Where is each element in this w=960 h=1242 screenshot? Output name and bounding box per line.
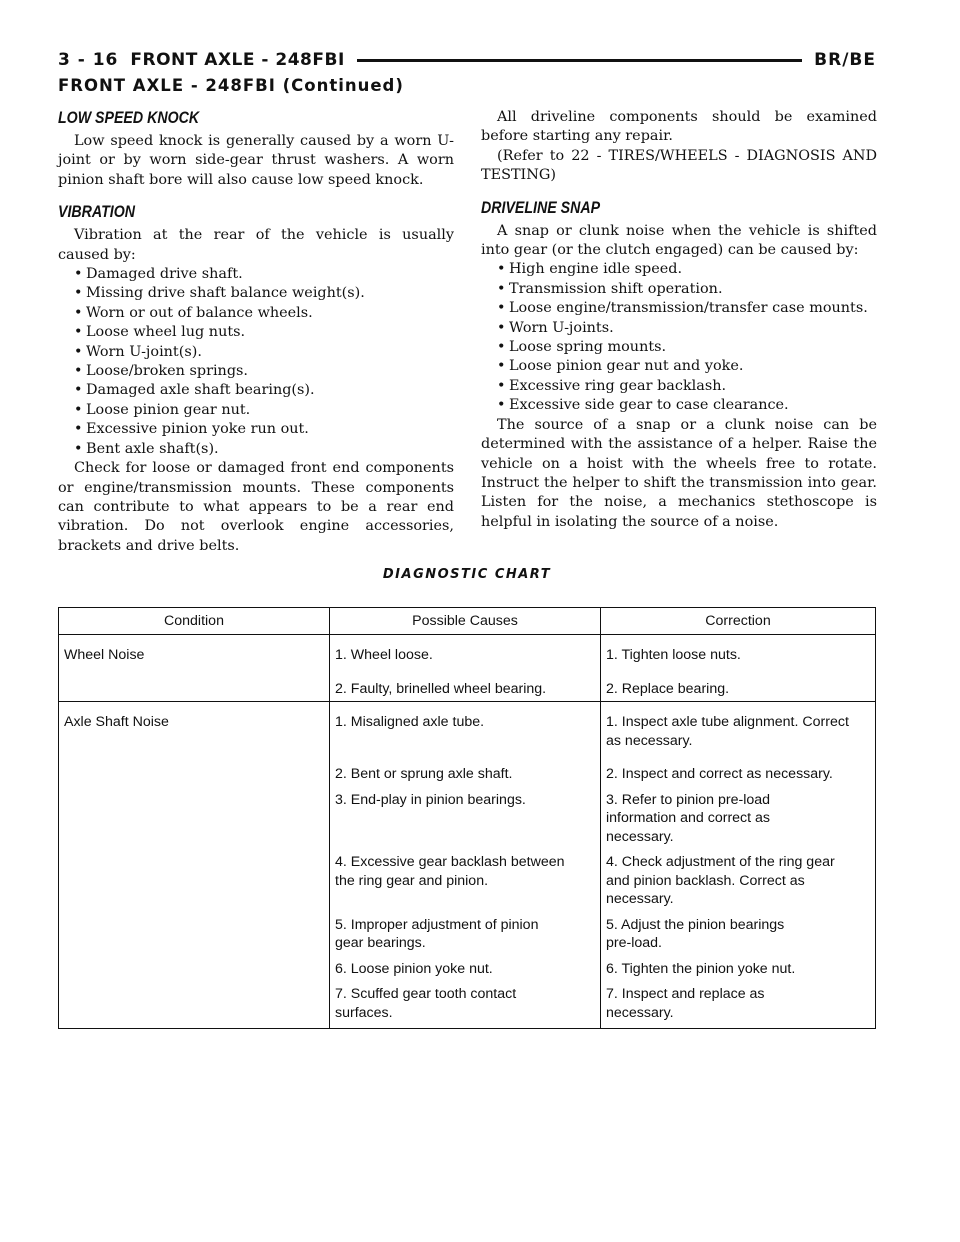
driveline-intro-text: All driveline components should be examined before starting any repair. [481, 109, 877, 145]
left-column [58, 108, 454, 556]
list-item: • Loose wheel lug nuts. [58, 323, 454, 342]
bullet-icon: • [497, 300, 506, 317]
condition-cell: Wheel Noise [59, 635, 330, 702]
list-item: • Worn or out of balance wheels. [58, 304, 454, 323]
correction-cell: 5. Adjust the pinion bearings pre-load. [601, 912, 876, 956]
model-code: BR/BE [814, 50, 876, 70]
list-item: • Loose pinion gear nut and yoke. [481, 357, 877, 376]
vibration-list [58, 265, 454, 459]
cause-cell: 1. Misaligned axle tube. [330, 702, 601, 754]
cause-cell: 2. Faulty, brinelled wheel bearing. [330, 668, 601, 702]
column-header-condition: Condition [59, 608, 330, 635]
low-speed-knock-text: Low speed knock is generally caused by a worn U-joint or by worn side-gear thrust washers. A worn pinion shaft bore will also cause low speed knock. [58, 133, 454, 188]
list-item: • High engine idle speed. [481, 260, 877, 279]
driveline-snap-heading: DRIVELINE SNAP [481, 198, 601, 217]
cause-cell: 6. Loose pinion yoke nut. [330, 956, 601, 982]
bullet-icon: • [497, 377, 506, 394]
cause-cell: 4. Excessive gear backlash between the ring gear and pinion. [330, 849, 601, 912]
cause-cell: 5. Improper adjustment of pinion gear bearings. [330, 912, 601, 956]
bullet-icon: • [497, 397, 506, 414]
condition-cell: Axle Shaft Noise [59, 702, 330, 1029]
section-title: FRONT AXLE - 248FBI [130, 50, 345, 70]
table-header-row [59, 608, 876, 635]
cause-cell: 1. Wheel loose. [330, 635, 601, 668]
correction-cell: 4. Check adjustment of the ring gear and pinion backlash. Correct as necessary. [601, 849, 876, 912]
bullet-icon: • [74, 304, 83, 321]
column-header-causes: Possible Causes [330, 608, 601, 635]
driveline-reference: (Refer to 22 - TIRES/WHEELS - DIAGNOSIS AND TESTING) [481, 147, 877, 184]
cause-cell: 7. Scuffed gear tooth contact surfaces. [330, 981, 601, 1029]
bullet-icon: • [74, 363, 83, 380]
list-item: • Worn U-joint(s). [58, 343, 454, 362]
list-item: • Excessive pinion yoke run out. [58, 420, 454, 439]
page-header [58, 46, 876, 74]
correction-cell: 7. Inspect and replace as necessary. [601, 981, 876, 1029]
continued-title: FRONT AXLE - 248FBI (Continued) [58, 76, 404, 95]
bullet-icon: • [497, 358, 506, 375]
driveline-snap-list [481, 260, 877, 415]
bullet-icon: • [74, 382, 83, 399]
header-rule [357, 59, 802, 62]
list-item: • Damaged axle shaft bearing(s). [58, 381, 454, 400]
driveline-snap-outro: The source of a snap or a clunk noise can be determined with the assistance of a helper. Raise the vehicle on a hoist with the wheels free to rotate. Instruct the helper to shift the transmission into gear. Listen for the noise, a mechanics stethoscope is helpful in isolating the source of a noise. [481, 416, 877, 530]
page-number: 3 - 16 [58, 50, 119, 70]
list-item: • Transmission shift operation. [481, 280, 877, 299]
list-item: • Bent axle shaft(s). [58, 440, 454, 459]
column-header-correction: Correction [601, 608, 876, 635]
diagnostic-chart-title: DIAGNOSTIC CHART [382, 567, 552, 582]
list-item: • Loose/broken springs. [58, 362, 454, 381]
bullet-icon: • [74, 421, 83, 438]
bullet-icon: • [497, 339, 506, 356]
bullet-icon: • [497, 280, 506, 297]
correction-cell: 2. Inspect and correct as necessary. [601, 753, 876, 787]
list-item: • Excessive ring gear backlash. [481, 377, 877, 396]
low-speed-knock-heading: LOW SPEED KNOCK [58, 109, 200, 127]
vibration-intro: Vibration at the rear of the vehicle is usually caused by: [58, 227, 454, 263]
list-item: • Loose spring mounts. [481, 338, 877, 357]
bullet-icon: • [497, 319, 506, 336]
correction-cell: 1. Tighten loose nuts. [601, 635, 876, 668]
driveline-snap-intro: A snap or clunk noise when the vehicle is shifted into gear (or the clutch engaged) can be caused by: [481, 222, 877, 259]
cause-cell: 2. Bent or sprung axle shaft. [330, 753, 601, 787]
bullet-icon: • [74, 285, 83, 302]
list-item: • Excessive side gear to case clearance. [481, 396, 877, 415]
list-item: • Worn U-joints. [481, 319, 877, 338]
correction-cell: 2. Replace bearing. [601, 668, 876, 702]
list-item: • Damaged drive shaft. [58, 265, 454, 284]
table-row [59, 702, 876, 754]
diagnostic-chart-table [58, 607, 876, 1029]
bullet-icon: • [74, 266, 83, 283]
bullet-icon: • [497, 261, 506, 278]
cause-cell: 3. End-play in pinion bearings. [330, 787, 601, 850]
correction-cell: 3. Refer to pinion pre-load information and correct as necessary. [601, 787, 876, 850]
bullet-icon: • [74, 343, 83, 360]
correction-cell: 1. Inspect axle tube alignment. Correct as necessary. [601, 702, 876, 754]
list-item: • Missing drive shaft balance weight(s). [58, 284, 454, 303]
list-item: • Loose engine/transmission/transfer case mounts. [481, 299, 877, 318]
right-column [481, 108, 877, 532]
list-item: • Loose pinion gear nut. [58, 401, 454, 420]
vibration-heading: VIBRATION [58, 203, 135, 222]
bullet-icon: • [74, 324, 83, 341]
correction-cell: 6. Tighten the pinion yoke nut. [601, 956, 876, 982]
bullet-icon: • [74, 440, 83, 457]
vibration-outro: Check for loose or damaged front end components or engine/transmission mounts. These components can contribute to what appears to be a rear end vibration. Do not overlook engine accessories, brackets and drive belts. [58, 460, 454, 554]
bullet-icon: • [74, 401, 83, 418]
table-row [59, 635, 876, 668]
